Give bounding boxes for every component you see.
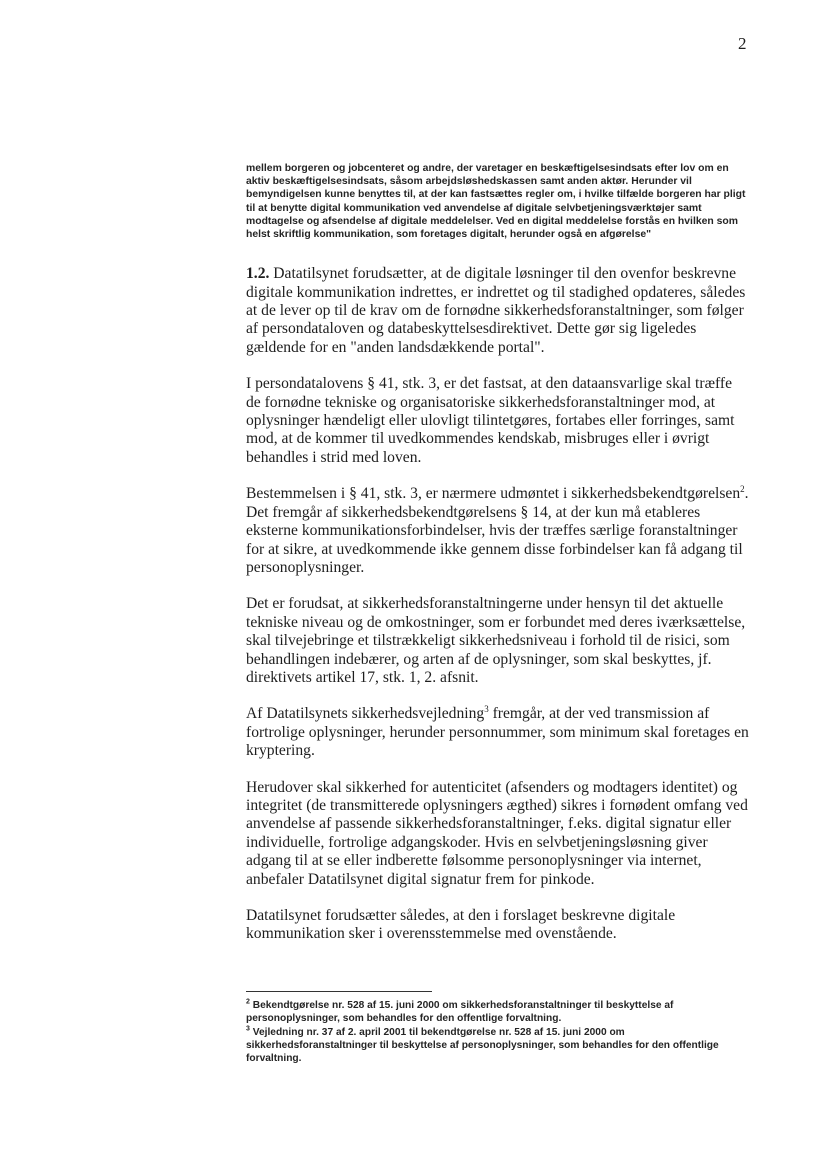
footnote-marker: 3 [246,1025,250,1033]
paragraph-4: Det er forudsat, at sikkerhedsforanstaltningerne under hensyn til det aktuelle tekniske niveau og de omkostninger, som er forbundet med deres iværksættelse, skal tilvejebringe et tilstrækkeligt sikkerhedsniveau i forhold til de risici, som behandlingen indebærer, og arten af de oplysninger, som skal beskyttes, jf. direktivets artikel 17, stk. 1, 2. afsnit. [246,595,746,686]
paragraph-text: fremgår, at der ved transmission af fortrolige oplysninger, herunder personnummer, som minimum skal foretages en kryptering. [246,705,749,760]
footnote-2 [246,999,750,1026]
paragraph-text: Af Datatilsynets sikkerhedsvejledning [246,705,485,723]
quoted-text: mellem borgeren og jobcenteret og andre, der varetager en beskæftigelsesindsats efter lov om en aktiv beskæftigelsesindsats, såsom arbejdsløshedskassen samt anden aktør. Herunder vil bemyndigelsen kunne benyttes til, at der kan fastsættes regler om, i hvilke tilfælde borgeren har pligt til at benytte digital kommunikation ved anvendelse af digitale selvbetjeningsværktøjer samt modtagelse og afsendelse af digitale meddelelser. Ved en digital meddelelse forstås en hvilken som helst skriftlig kommunikation, som foretages digitalt, herunder også en afgørelse" [246,163,746,241]
paragraph-7: Datatilsynet forudsætter således, at den i forslaget beskrevne digitale kommunikation sker i overensstemmelse med ovenstående. [246,907,676,943]
footnote-ref-2: 2 [740,484,745,495]
section-number: 1.2. [246,265,270,283]
document-body [246,162,750,962]
footnote-ref-3: 3 [484,704,489,715]
paragraph-text: Bestemmelsen i § 41, stk. 3, er nærmere udmøntet i sikkerhedsbekendtgørelsen [246,485,741,503]
page-number: 2 [738,34,747,53]
paragraph-text: Datatilsynet forudsætter, at de digitale løsninger til den ovenfor beskrevne digitale kommunikation indrettes, er indrettet og til stadighed opdateres, således at de lever op til de krav om de fornødne sikkerhedsforanstaltninger, som følger af persondataloven og databeskyttelsesdirektivet. Dette gør sig ligeledes gældende for en "anden landsdækkende portal". [246,265,746,356]
paragraph-text: . Det fremgår af sikkerhedsbekendtgørelsens § 14, at der kun må etableres eksterne kommunikationsforbindelser, hvis der træffes særlige foranstaltninger for at sikre, at uvedkommende ikke gennem disse forbindelser kan få adgang til personoplysninger. [246,485,749,576]
paragraph-3 [246,485,750,577]
footnote-text: Vejledning nr. 37 af 2. april 2001 til bekendtgørelse nr. 528 af 15. juni 2000 om sikkerhedsforanstaltninger til beskyttelse af personoplysninger, som behandles for den offentlige forvaltning. [246,1026,719,1065]
footnote-marker: 2 [246,998,250,1006]
footnote-3 [246,1026,750,1066]
footnotes [246,999,750,1065]
paragraph-5 [246,705,750,760]
footnote-divider [246,991,432,992]
footnote-text: Bekendtgørelse nr. 528 af 15. juni 2000 om sikkerhedsforanstaltninger til beskyttelse af personoplysninger, som behandles for den offentlige forvaltning. [246,1000,674,1025]
paragraph-6: Herudover skal sikkerhed for autenticitet (afsenders og modtagers identitet) og integritet (de transmitterede oplysningers ægthed) sikres i fornødent omfang ved anvendelse af passende sikkerhedsforanstaltninger, f.eks. digital signatur eller individuelle, fortrolige adgangskoder. Hvis en selvbetjeningsløsning giver adgang til at se eller indberette følsomme personoplysninger via internet, anbefaler Datatilsynet digital signatur frem for pinkode. [246,778,748,888]
paragraph-2: I persondatalovens § 41, stk. 3, er det fastsat, at den dataansvarlige skal træffe de fornødne tekniske og organisatoriske sikkerhedsforanstaltninger mod, at oplysninger hændeligt eller ulovligt tilintetgøres, fortabes eller forringes, samt mod, at de kommer til uvedkommendes kendskab, misbruges eller i øvrigt behandles i strid med loven. [246,375,735,466]
section-1-2-paragraph-1 [246,265,750,357]
